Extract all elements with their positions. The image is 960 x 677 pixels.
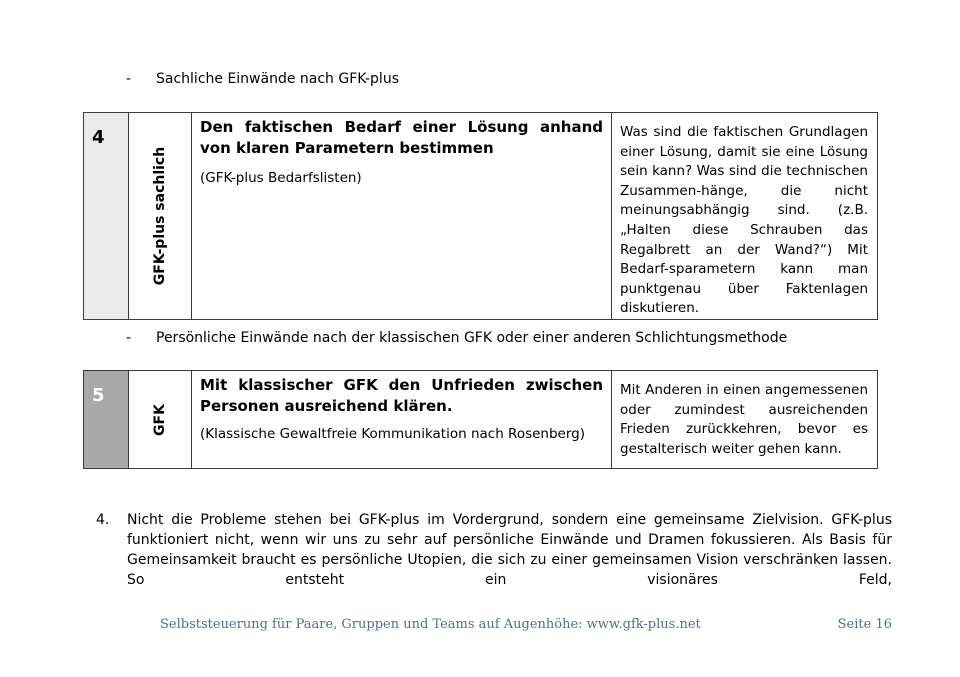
vertical-label-cell bbox=[129, 113, 192, 320]
vertical-label: GFK-plus sachlich bbox=[152, 146, 168, 286]
step-heading: Mit klassischer GFK den Unfrieden zwischen Personen ausreichend klären. bbox=[200, 376, 603, 415]
vertical-label: GFK bbox=[152, 403, 168, 436]
bullet-persoenliche-einwaende bbox=[126, 329, 787, 347]
paragraph-marker: 4. bbox=[96, 512, 110, 528]
step-main-cell bbox=[192, 371, 612, 469]
footer-page-number: Seite 16 bbox=[837, 617, 892, 632]
step-main-cell bbox=[192, 113, 612, 320]
bullet-sachliche-einwaende bbox=[126, 70, 399, 88]
bullet-dash: - bbox=[126, 330, 132, 346]
step-number: 4 bbox=[84, 113, 129, 320]
step-subtext: (GFK-plus Bedarfslisten) bbox=[200, 170, 362, 186]
step-heading: Den faktischen Bedarf einer Lösung anhand von klaren Parametern bestimmen bbox=[200, 118, 603, 157]
step-number: 5 bbox=[84, 371, 129, 469]
numbered-paragraph bbox=[96, 510, 892, 590]
vertical-label-cell bbox=[129, 371, 192, 469]
bullet-text: Persönliche Einwände nach der klassischen GFK oder einer anderen Schlichtungsmethode bbox=[156, 330, 788, 346]
step-description: Was sind die faktischen Grundlagen einer Lösung, damit sie eine Lösung sein kann? Was sind die technischen Zusammen-hänge, die nicht meinungsabhängig sind. (z.B. „Halten diese Schrauben das Regalbrett an der Wand?“) Mit Bedarf-sparametern kann man punktgenau über Faktenlagen diskutieren. bbox=[612, 113, 878, 320]
table-step-5 bbox=[83, 370, 878, 469]
table-step-4 bbox=[83, 112, 878, 320]
paragraph-text: Nicht die Probleme stehen bei GFK-plus im Vordergrund, sondern eine gemeinsame Zielvision. GFK-plus funktioniert nicht, wenn wir uns zu sehr auf persönliche Einwände und Dramen fokussieren. Als Basis für Gemeinsamkeit braucht es persönliche Utopien, die sich zu einer gemeinsamen Vision verschränken lassen. So entsteht ein visionäres Feld, bbox=[127, 512, 892, 588]
step-description: Mit Anderen in einen angemessenen oder zumindest ausreichenden Frieden zurückkehren, bevor es gestalterisch weiter gehen kann. bbox=[612, 371, 878, 469]
footer-left: Selbststeuerung für Paare, Gruppen und Teams auf Augenhöhe: www.gfk-plus.net bbox=[160, 617, 701, 632]
bullet-text: Sachliche Einwände nach GFK-plus bbox=[156, 71, 399, 87]
bullet-dash: - bbox=[126, 71, 132, 87]
step-subtext: (Klassische Gewaltfreie Kommunikation nach Rosenberg) bbox=[200, 426, 586, 442]
